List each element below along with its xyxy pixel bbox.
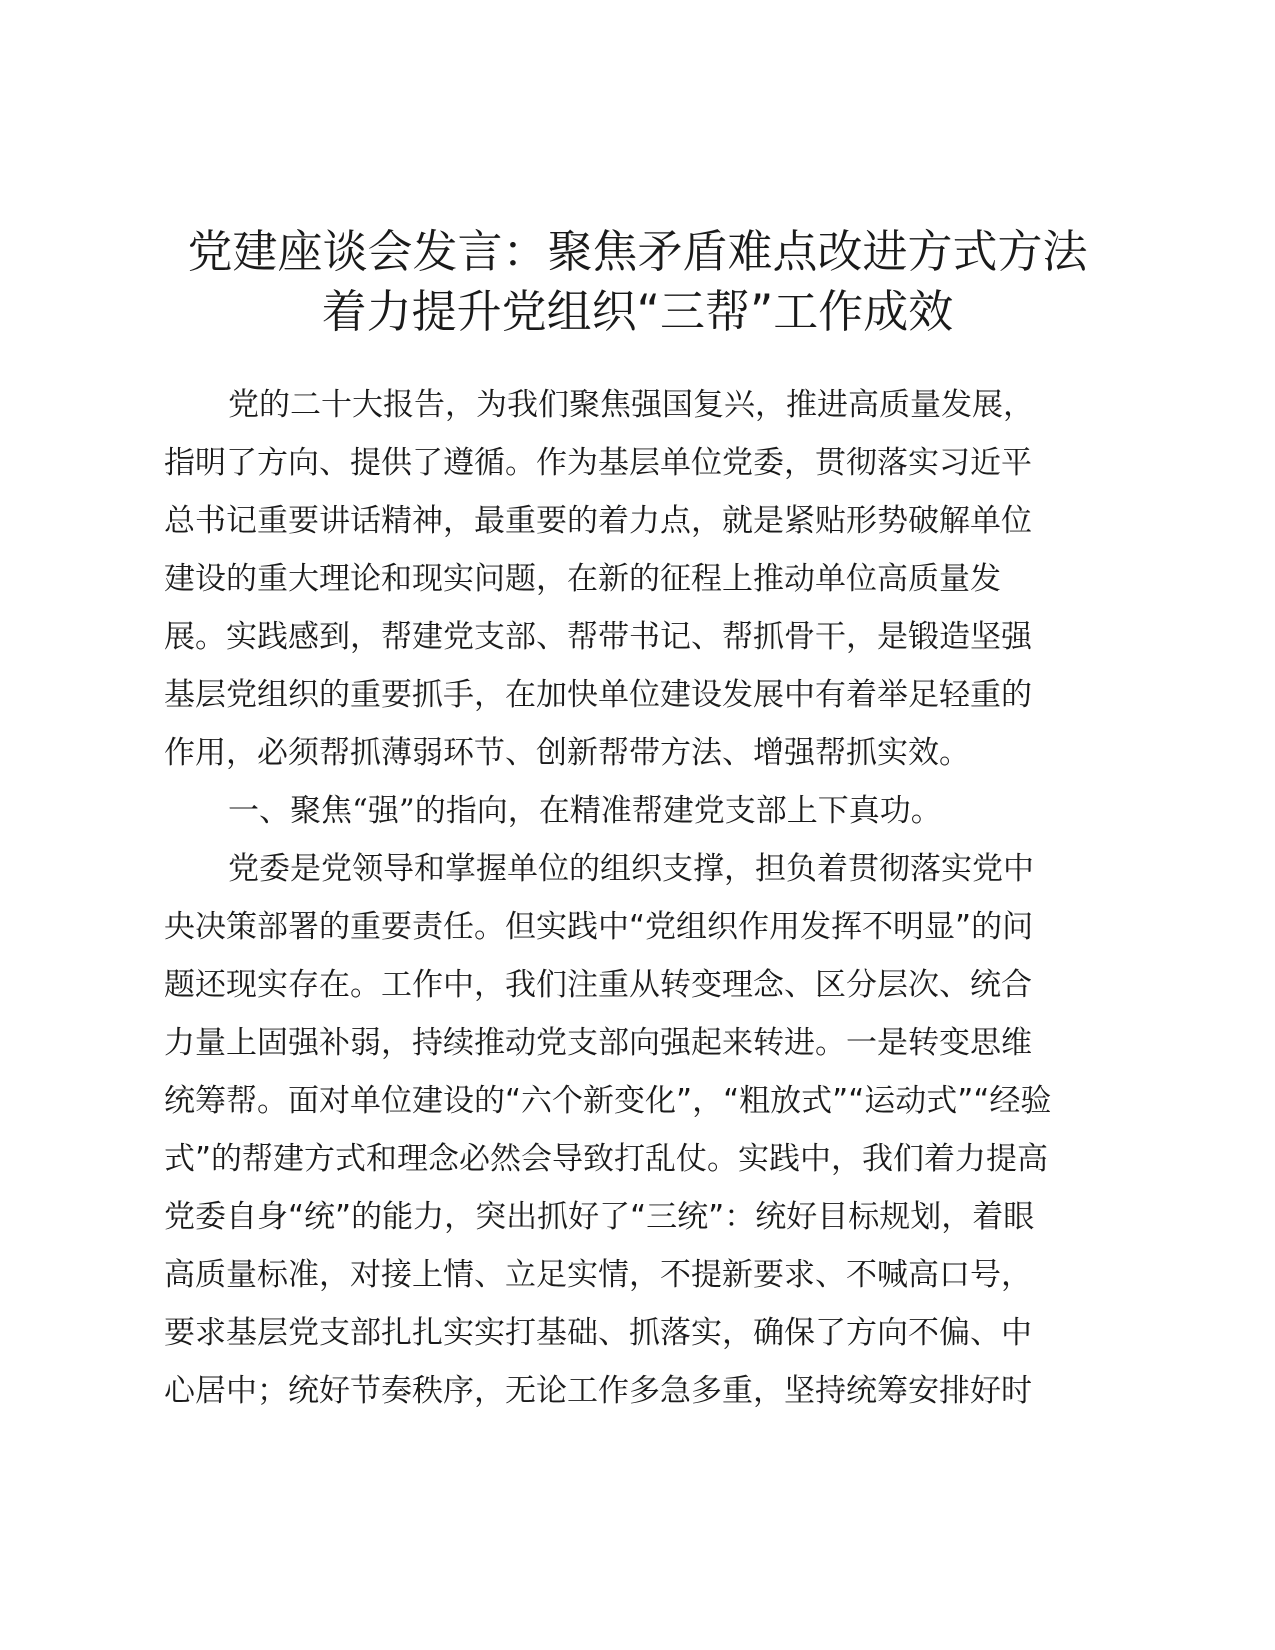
paragraph-1-line-1: 党的二十大报告，为我们聚焦强国复兴，推进高质量发展， bbox=[228, 387, 1034, 423]
section-heading-1: 一、聚焦“强”的指向，在精准帮建党支部上下真功。 bbox=[228, 793, 942, 829]
paragraph-3-line-4: 力量上固强补弱，持续推动党支部向强起来转进。一是转变思维 bbox=[164, 1025, 1032, 1061]
paragraph-3-line-10: 心居中；统好节奏秩序，无论工作多急多重，坚持统筹安排好时 bbox=[164, 1373, 1032, 1409]
paragraph-3-line-3: 题还现实存在。工作中，我们注重从转变理念、区分层次、统合 bbox=[164, 967, 1032, 1003]
paragraph-3-line-7: 党委自身“统”的能力，突出抓好了“三统”：统好目标规划，着眼 bbox=[164, 1199, 1035, 1235]
paragraph-3-line-1: 党委是党领导和掌握单位的组织支撑，担负着贯彻落实党中 bbox=[228, 851, 1034, 887]
title-line-2: 着力提升党组织“三帮”工作成效 bbox=[321, 285, 954, 338]
paragraph-1-line-4: 建设的重大理论和现实问题，在新的征程上推动单位高质量发 bbox=[164, 561, 1001, 597]
paragraph-1-line-2: 指明了方向、提供了遵循。作为基层单位党委，贯彻落实习近平 bbox=[164, 445, 1032, 481]
paragraph-3-line-9: 要求基层党支部扎扎实实打基础、抓落实，确保了方向不偏、中 bbox=[164, 1315, 1032, 1351]
paragraph-1-line-5: 展。实践感到，帮建党支部、帮带书记、帮抓骨干，是锻造坚强 bbox=[164, 619, 1032, 655]
paragraph-1-line-3: 总书记重要讲话精神，最重要的着力点，就是紧贴形势破解单位 bbox=[164, 503, 1032, 539]
document-title bbox=[100, 222, 1175, 342]
paragraph-3-line-5: 统筹帮。面对单位建设的“六个新变化”，“粗放式”“运动式”“经验 bbox=[164, 1083, 1052, 1119]
document-body bbox=[164, 376, 1124, 1420]
paragraph-3-line-2: 央决策部署的重要责任。但实践中“党组织作用发挥不明显”的问 bbox=[164, 909, 1034, 945]
paragraph-3-line-8: 高质量标准，对接上情、立足实情，不提新要求、不喊高口号， bbox=[164, 1257, 1032, 1293]
paragraph-1-line-7: 作用，必须帮抓薄弱环节、创新帮带方法、增强帮抓实效。 bbox=[164, 735, 970, 771]
paragraph-1-line-6: 基层党组织的重要抓手，在加快单位建设发展中有着举足轻重的 bbox=[164, 677, 1032, 713]
title-line-1: 党建座谈会发言：聚焦矛盾难点改进方式方法 bbox=[187, 225, 1088, 278]
paragraph-3-line-6: 式”的帮建方式和理念必然会导致打乱仗。实践中，我们着力提高 bbox=[164, 1141, 1049, 1177]
